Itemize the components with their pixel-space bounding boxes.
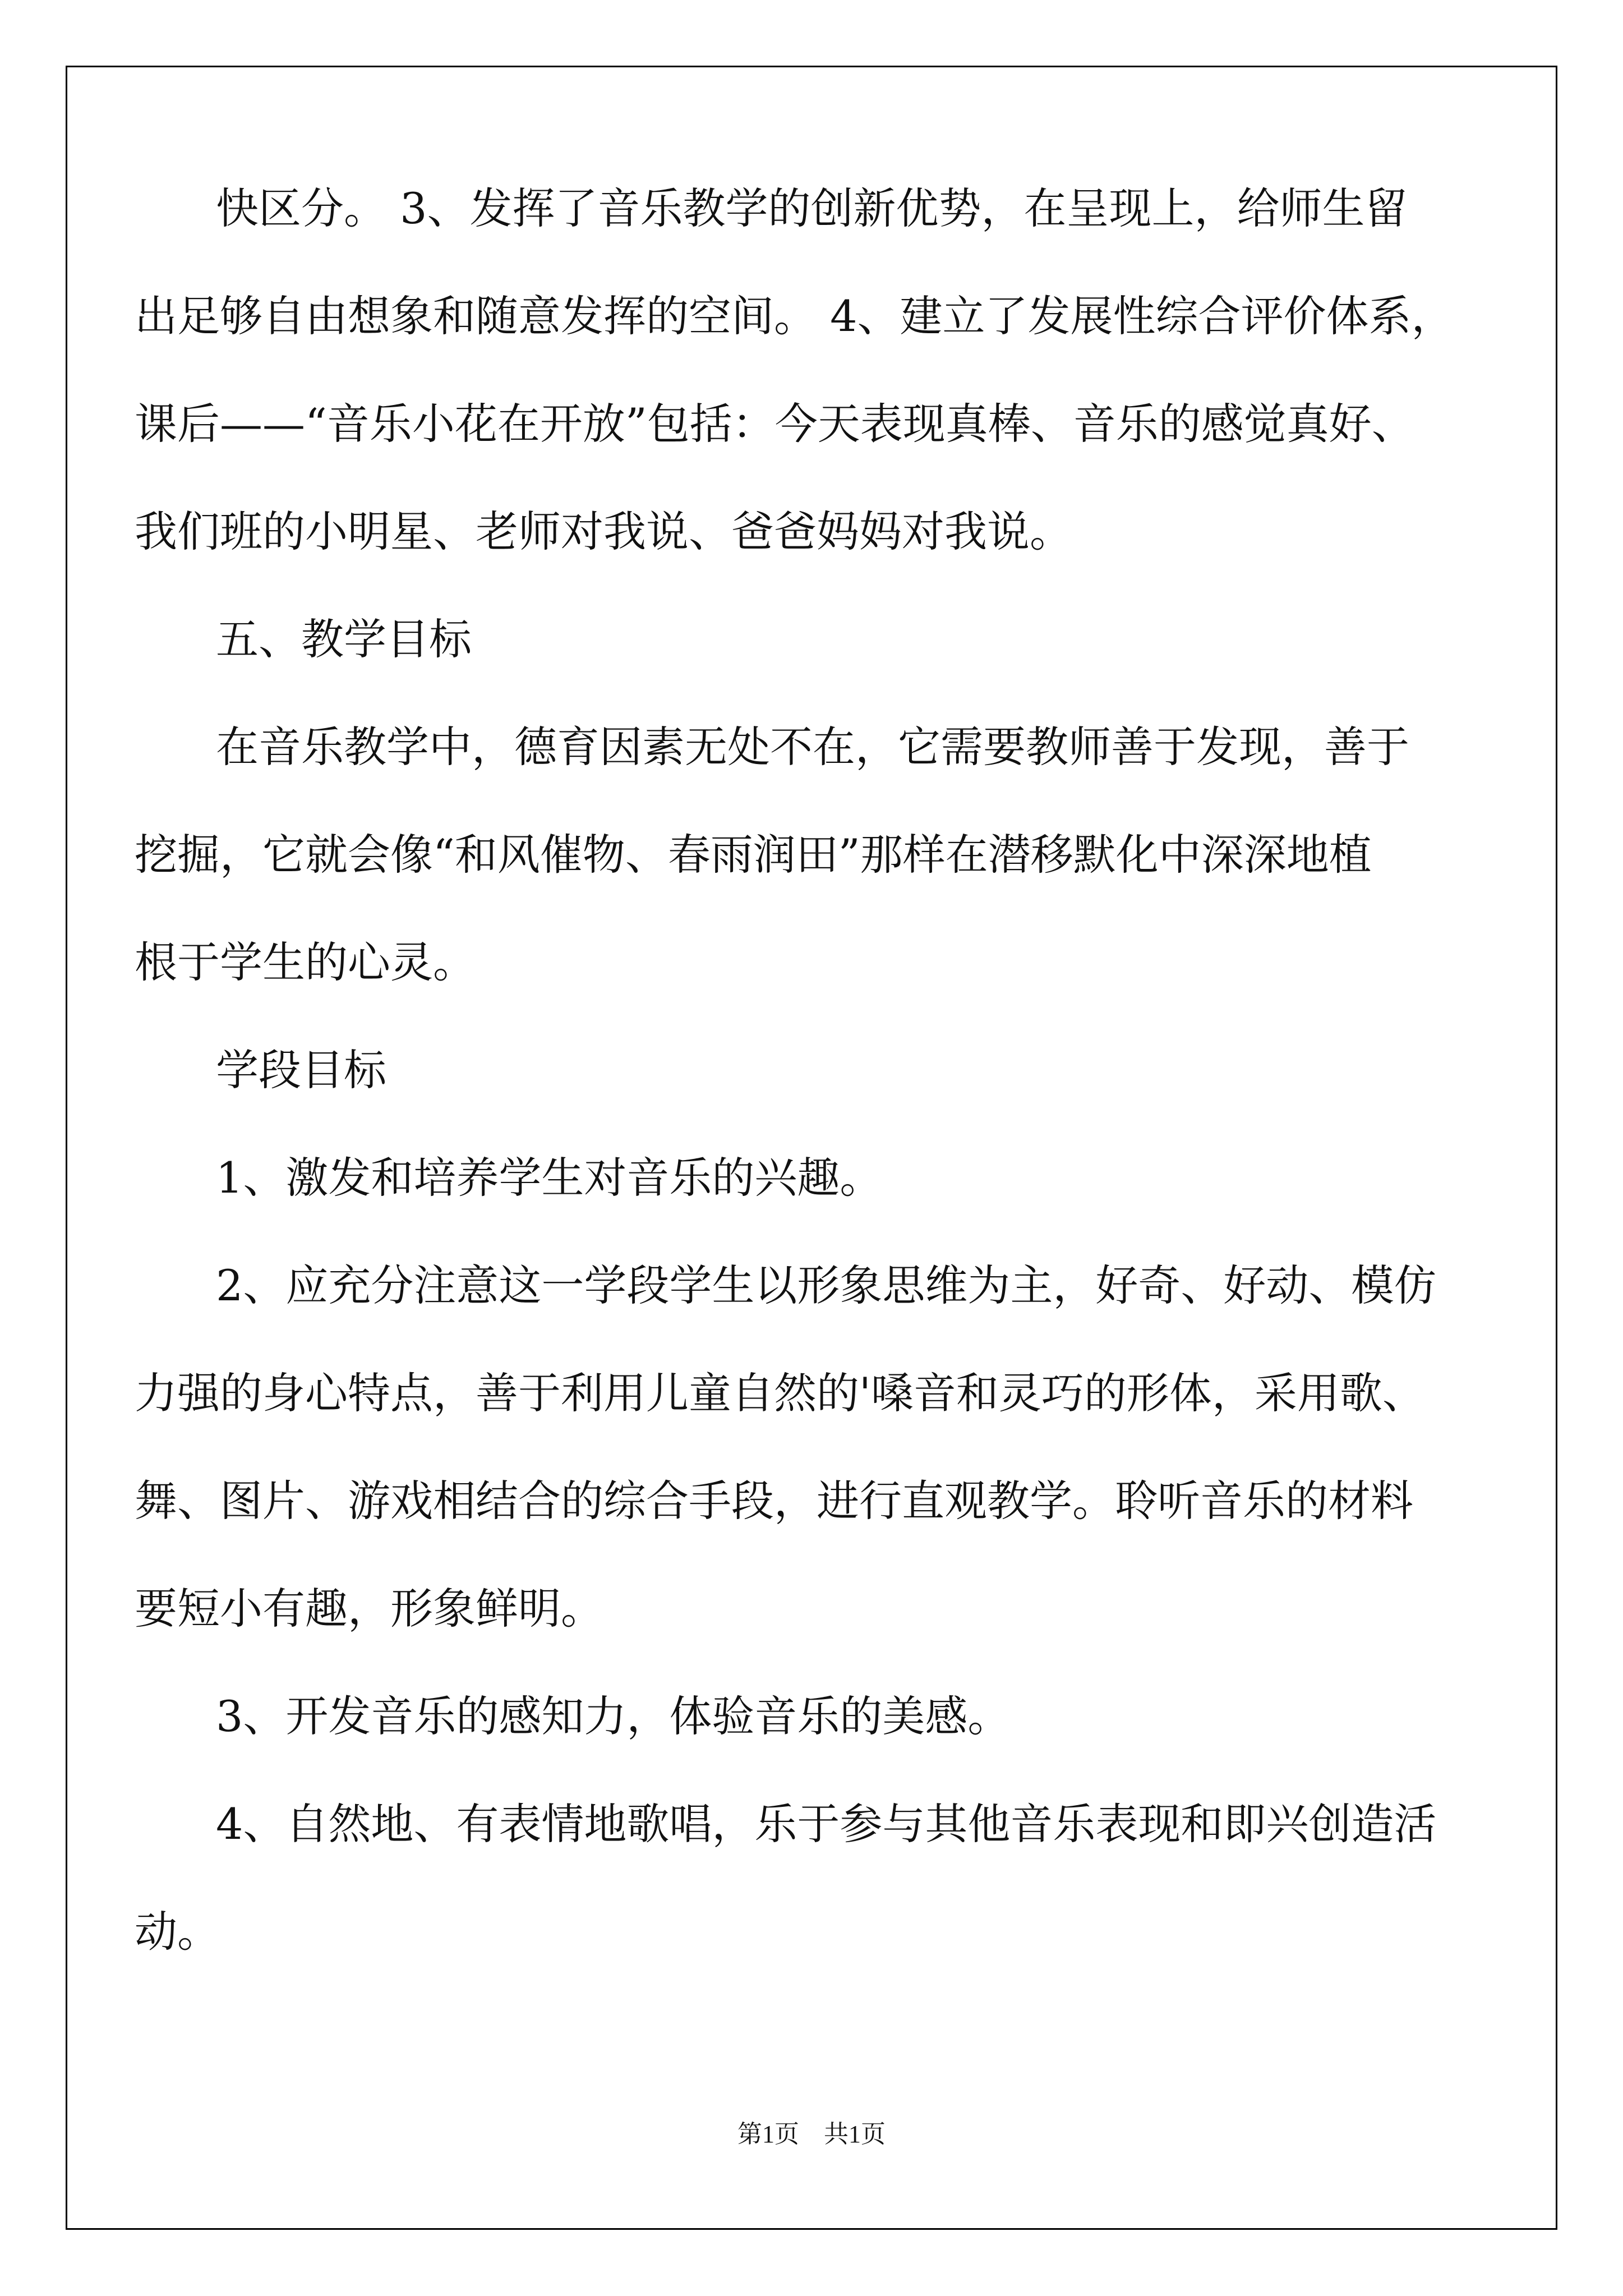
text-line: 挖掘，它就会像“和风催物、春雨润田”那样在潜移默化中深深地植 (135, 830, 1372, 880)
text-line: 在音乐教学中，德育因素无处不在，它需要教师善于发现，善于 (216, 722, 1409, 772)
text-line: 2、应充分注意这一学段学生以形象思维为主，好奇、好动、模仿 (216, 1260, 1437, 1310)
text-line: 3、开发音乐的感知力，体验音乐的美感。 (216, 1691, 1011, 1741)
text-line: 根于学生的心灵。 (135, 937, 476, 987)
text-line: 舞、图片、游戏相结合的综合手段，进行直观教学。聆听音乐的材料 (135, 1476, 1413, 1526)
text-line: 4、自然地、有表情地歌唱，乐于参与其他音乐表现和即兴创造活 (216, 1799, 1437, 1849)
text-line: 要短小有趣，形象鲜明。 (135, 1584, 603, 1634)
text-line: 课后——“音乐小花在开放”包括：今天表现真棒、音乐的感觉真好、 (135, 399, 1414, 449)
text-line: 力强的身心特点，善于利用儿童自然的'嗓音和灵巧的形体，采用歌、 (135, 1368, 1425, 1418)
text-line: 动。 (135, 1907, 220, 1957)
page-footer: 第1页 共1页 (737, 2120, 886, 2148)
text-line: 1、激发和培养学生对音乐的兴趣。 (216, 1153, 883, 1203)
text-line: 快区分。 3、发挥了音乐教学的创新优势，在呈现上，给师生留 (216, 183, 1408, 233)
text-line: 我们班的小明星、老师对我说、爸爸妈妈对我说。 (135, 507, 1072, 556)
text-line: 出足够自由想象和随意发挥的空间。 4、建立了发展性综合评价体系， (135, 291, 1454, 341)
section-heading: 五、教学目标 (216, 614, 472, 664)
section-heading: 学段目标 (216, 1045, 386, 1095)
page-border (66, 66, 1557, 2230)
